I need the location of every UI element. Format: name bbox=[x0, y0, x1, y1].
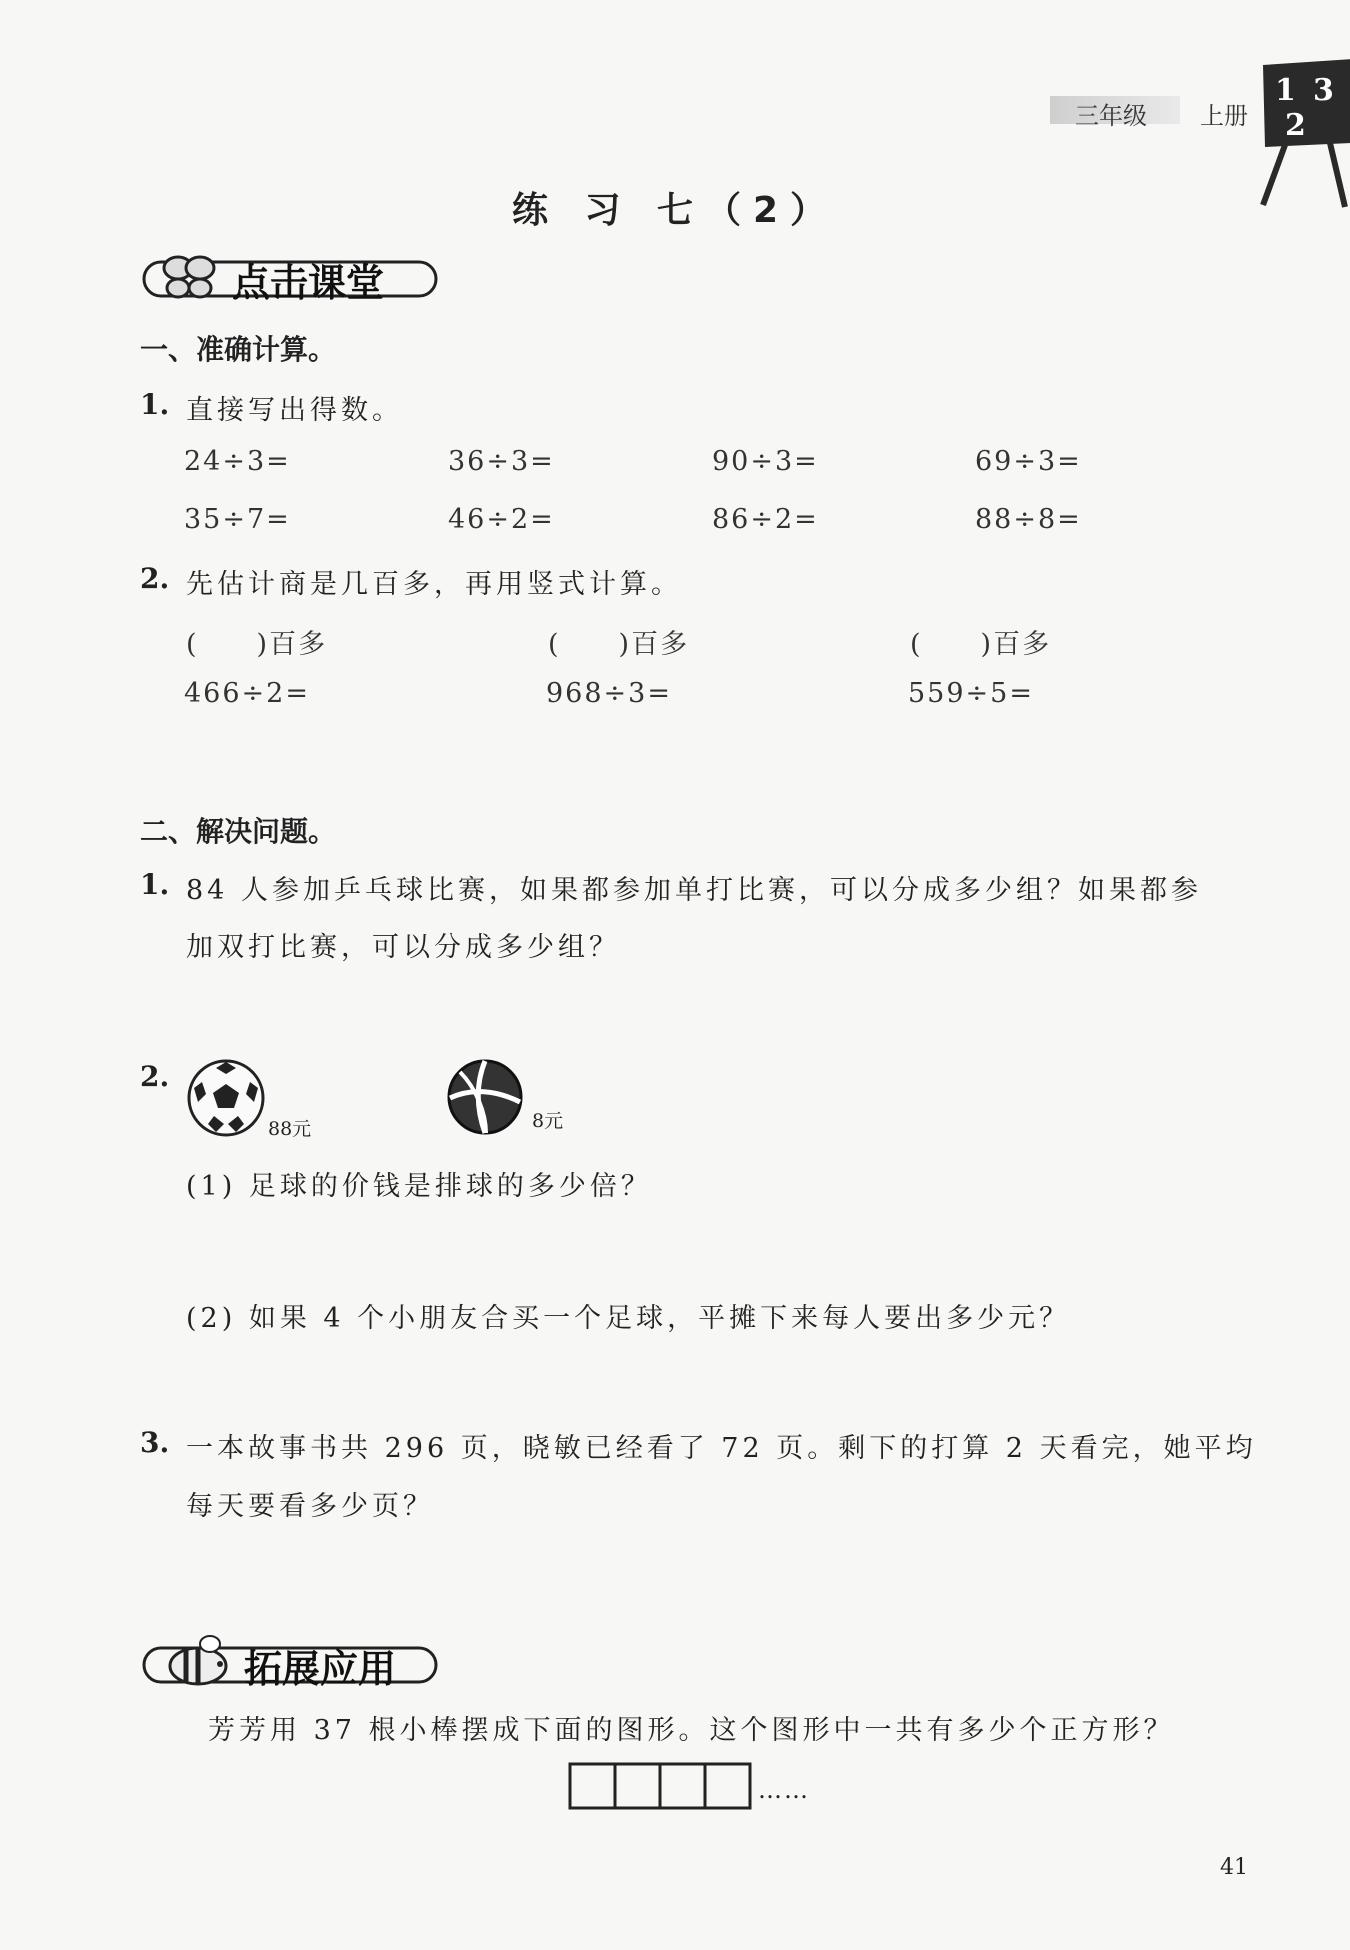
calc-item: 90÷3= bbox=[712, 446, 819, 477]
division-problem: 559÷5= bbox=[908, 678, 1034, 709]
extend-question: 芳芳用 37 根小棒摆成下面的图形。这个图形中一共有多少个正方形？ bbox=[208, 1715, 1175, 1746]
estimate-blank[interactable]: ( )百多 bbox=[186, 629, 328, 660]
estimate-blank[interactable]: ( )百多 bbox=[910, 629, 1052, 660]
butterfly-icon bbox=[160, 248, 220, 304]
board-digit-3: 3 bbox=[1313, 73, 1334, 108]
calc-item: 36÷3= bbox=[448, 446, 555, 477]
board-digit-1: 1 bbox=[1275, 73, 1296, 108]
s2-q1-line1: 84 人参加乒乓球比赛，如果都参加单打比赛，可以分成多少组？如果都参 bbox=[186, 875, 1202, 906]
s2-q2-sub2: (2) 如果 4 个小朋友合买一个足球，平摊下来每人要出多少元？ bbox=[186, 1303, 1071, 1334]
division-problem: 968÷3= bbox=[546, 678, 672, 709]
extend-banner bbox=[140, 1634, 440, 1690]
section2-heading: 二、解决问题。 bbox=[140, 815, 337, 848]
bee-icon bbox=[150, 1634, 240, 1690]
section1-heading: 一、准确计算。 bbox=[140, 333, 337, 366]
s2-q3-number: 3. bbox=[140, 1426, 170, 1459]
s2-q1-line2: 加双打比赛，可以分成多少组？ bbox=[186, 932, 620, 963]
page-number: 41 bbox=[1220, 1855, 1248, 1880]
calc-item: 69÷3= bbox=[975, 446, 1082, 477]
s1-q2-number: 2. bbox=[140, 562, 170, 595]
banner-title: 拓展应用 bbox=[244, 1647, 397, 1691]
grade-label: 三年级 bbox=[1075, 102, 1147, 130]
volleyball-icon bbox=[446, 1058, 524, 1136]
soccer-price: 88元 bbox=[268, 1118, 312, 1140]
s2-q3-line1: 一本故事书共 296 页，晓敏已经看了 72 页。剩下的打算 2 天看完，她平均 bbox=[186, 1433, 1257, 1464]
s2-q1-number: 1. bbox=[140, 868, 170, 901]
continuation-dots: …… bbox=[758, 1776, 810, 1804]
s2-q2-number: 2. bbox=[140, 1060, 170, 1093]
page-title: 练 习 七（2） bbox=[511, 190, 839, 231]
s2-q3-line2: 每天要看多少页？ bbox=[186, 1491, 434, 1522]
s1-q1-text: 直接写出得数。 bbox=[186, 395, 403, 426]
square-sticks-figure bbox=[568, 1762, 754, 1810]
s2-q2-sub1: (1) 足球的价钱是排球的多少倍？ bbox=[186, 1171, 652, 1202]
estimate-blank[interactable]: ( )百多 bbox=[548, 629, 690, 660]
s1-q2-text: 先估计商是几百多，再用竖式计算。 bbox=[186, 569, 682, 600]
division-problem: 466÷2= bbox=[184, 678, 310, 709]
calc-item: 24÷3= bbox=[184, 446, 291, 477]
class-banner bbox=[140, 248, 440, 304]
calc-item: 46÷2= bbox=[448, 504, 555, 535]
soccer-ball-icon bbox=[186, 1058, 266, 1138]
calc-item: 88÷8= bbox=[975, 504, 1082, 535]
volleyball-price: 8元 bbox=[532, 1110, 564, 1132]
board-digit-2: 2 bbox=[1285, 108, 1306, 143]
calc-item: 35÷7= bbox=[184, 504, 291, 535]
calc-item: 86÷2= bbox=[712, 504, 819, 535]
s1-q1-number: 1. bbox=[140, 388, 170, 421]
volume-label: 上册 bbox=[1200, 102, 1248, 130]
banner-title: 点击课堂 bbox=[232, 261, 385, 305]
